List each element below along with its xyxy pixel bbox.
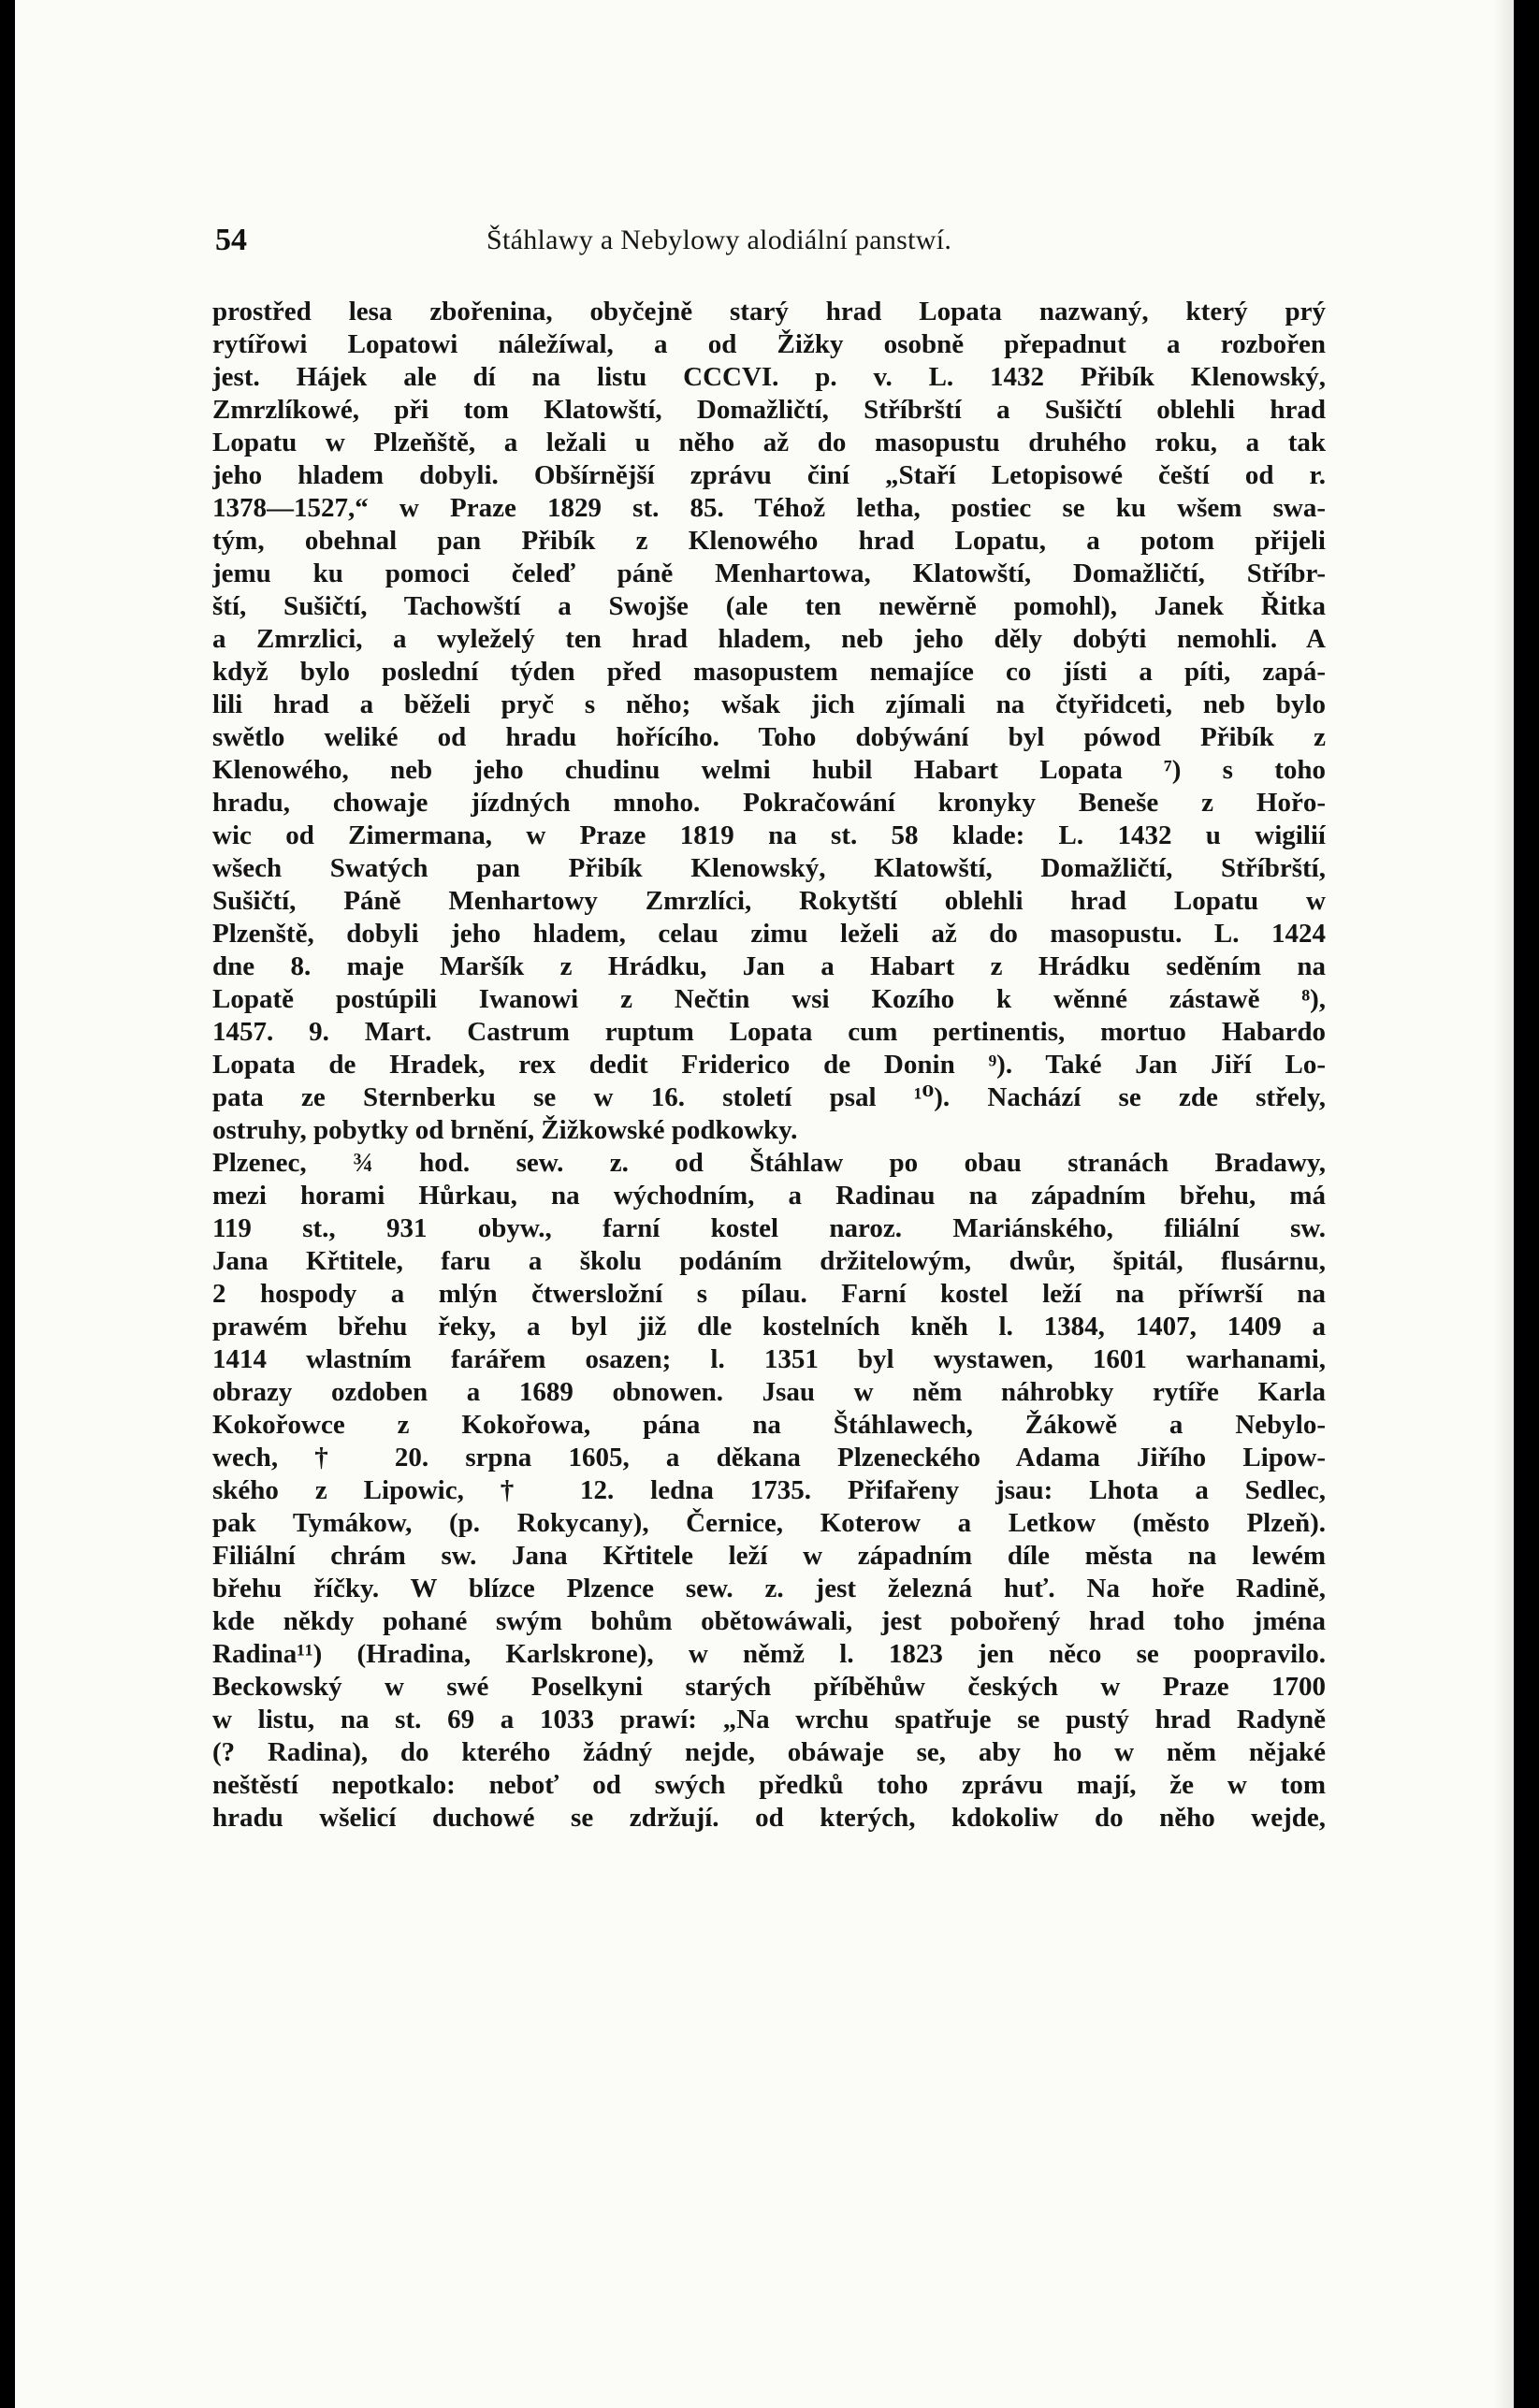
text-line: neštěstí nepotkalo: neboť od swých předků toho zprávu mají, že w tom <box>212 1770 1326 1800</box>
running-title: Štáhlawy a Nebylowy alodiální panstwí. <box>486 225 952 255</box>
text-line: wech, † 20. srpna 1605, a děkana Plzeneckého Adama Jiřího Lipow- <box>212 1443 1326 1472</box>
text-line: tým, obehnal pan Přibík z Klenowého hrad Lopatu, a potom přijeli <box>212 526 1326 556</box>
text-line: obrazy ozdoben a 1689 obnowen. Jsau w něm náhrobky rytíře Karla <box>212 1377 1326 1407</box>
text-line: w listu, na st. 69 a 1033 prawí: „Na wrchu spatřuje se pustý hrad Radyně <box>212 1704 1326 1734</box>
text-line: Sušičtí, Páně Menhartowy Zmrzlíci, Rokytští oblehli hrad Lopatu w <box>212 886 1326 916</box>
text-line: ostruhy, pobytky od brnění, Žižkowské podkowky. <box>212 1115 798 1145</box>
text-line: Lopata de Hradek, rex dedit Friderico de Donin ⁹). Také Jan Jiří Lo- <box>212 1050 1326 1080</box>
text-line: 119 st., 931 obyw., farní kostel naroz. Mariánského, filiální sw. <box>212 1213 1326 1243</box>
text-line: Lopatu w Plzeňště, a ležali u něho až do masopustu druhého roku, a tak <box>212 428 1326 457</box>
text-line: Klenowého, neb jeho chudinu welmi hubil Habart Lopata ⁷) s toho <box>212 755 1326 785</box>
text-line: prostřed lesa zbořenina, obyčejně starý hrad Lopata nazwaný, který prý <box>212 297 1326 326</box>
text-line: lili hrad a běželi pryč s něho; wšak jich zjímali na čtyřidceti, neb bylo <box>212 689 1326 719</box>
text-line: pak Tymákow, (p. Rokycany), Černice, Koterow a Letkow (město Plzeň). <box>212 1508 1326 1538</box>
text-line: jeho hladem dobyli. Obšírnější zprávu činí „Staří Letopisowé čeští od r. <box>212 460 1326 490</box>
text-line: Kokořowce z Kokořowa, pána na Štáhlawech, Žákowě a Nebylo- <box>212 1410 1326 1440</box>
text-line: pata ze Sternberku se w 16. století psal ¹⁰). Nachází se zde střely, <box>212 1082 1326 1112</box>
page-edge-shading <box>1493 0 1514 2408</box>
text-line: 2 hospody a mlýn čtwersložní s pílau. Farní kostel leží na příwrší na <box>212 1279 1326 1309</box>
text-line: Plzenště, dobyli jeho hladem, celau zimu leželi až do masopustu. L. 1424 <box>212 919 1326 949</box>
text-line: dne 8. maje Maršík z Hrádku, Jan a Habart z Hrádku seděním na <box>212 951 1326 981</box>
text-line: jest. Hájek ale dí na listu CCCVI. p. v. L. 1432 Přibík Klenowský, <box>212 362 1326 392</box>
text-line: kde někdy pohané swým bohům obětowáwali, jest pobořený hrad toho jména <box>212 1606 1326 1636</box>
text-line: Radina¹¹) (Hradina, Karlskrone), w němž l. 1823 jen něco se poopravilo. <box>212 1639 1326 1669</box>
text-line: ští, Sušičtí, Tachowští a Swojše (ale ten newěrně pomohl), Janek Řitka <box>212 591 1326 621</box>
text-line: 1378—1527,“ w Praze 1829 st. 85. Téhož letha, postiec se ku wšem swa- <box>212 493 1326 523</box>
text-line: jemu ku pomoci čeleď páně Menhartowa, Klatowští, Domažličtí, Stříbr- <box>212 558 1326 588</box>
text-line: ského z Lipowic, † 12. ledna 1735. Přifařeny jsau: Lhota a Sedlec, <box>212 1475 1326 1505</box>
text-line: 1414 wlastním farářem osazen; l. 1351 byl wystawen, 1601 warhanami, <box>212 1344 1326 1374</box>
text-line: mezi horami Hůrkau, na wýchodním, a Radinau na západním břehu, má <box>212 1181 1326 1211</box>
page-number: 54 <box>215 223 247 257</box>
text-line: swětlo weliké od hradu hořícího. Toho dobýwání byl pówod Přibík z <box>212 722 1326 752</box>
text-line: Zmrzlíkowé, při tom Klatowští, Domažličtí, Stříbrští a Sušičtí oblehli hrad <box>212 395 1326 425</box>
text-line: (? Radina), do kterého žádný nejde, obáwaje se, aby ho w něm nějaké <box>212 1737 1326 1767</box>
text-line: Jana Křtitele, faru a školu podáním držitelowým, dwůr, špitál, flusárnu, <box>212 1246 1326 1276</box>
text-line: wšech Swatých pan Přibík Klenowský, Klatowští, Domažličtí, Stříbrští, <box>212 853 1326 883</box>
text-line: Filiální chrám sw. Jana Křtitele leží w západním díle města na lewém <box>212 1541 1326 1571</box>
text-line: hradu wšelicí duchowé se zdržují. od kterých, kdokoliw do něho wejde, <box>212 1803 1326 1833</box>
body-text <box>212 296 1326 1835</box>
text-line: 1457. 9. Mart. Castrum ruptum Lopata cum pertinentis, mortuo Habardo <box>212 1017 1326 1047</box>
text-line: prawém břehu řeky, a byl již dle kostelních kněh l. 1384, 1407, 1409 a <box>212 1312 1326 1342</box>
text-line: rytířowi Lopatowi náležíwal, a od Žižky osobně přepadnut a rozbořen <box>212 329 1326 359</box>
text-line: wic od Zimermana, w Praze 1819 na st. 58 klade: L. 1432 u wigilií <box>212 820 1326 850</box>
page-header <box>215 223 1338 260</box>
text-line: a Zmrzlici, a wyleželý ten hrad hladem, neb jeho děly dobýti nemohli. A <box>212 624 1326 654</box>
text-line: Lopatě postúpili Iwanowi z Nečtin wsi Kozího k wěnné zástawě ⁸), <box>212 984 1326 1014</box>
text-line: Beckowský w swé Poselkyni starých příběhůw českých w Praze 1700 <box>212 1672 1326 1702</box>
book-page <box>15 0 1514 2408</box>
text-line: když bylo poslední týden před masopustem nemajíce co jísti a píti, zapá- <box>212 657 1326 687</box>
text-line: břehu říčky. W blízce Plzence sew. z. jest železná huť. Na hoře Radině, <box>212 1574 1326 1603</box>
text-line: Plzenec, ¾ hod. sew. z. od Štáhlaw po obau stranách Bradawy, <box>212 1148 1326 1178</box>
text-line: hradu, chowaje jízdných mnoho. Pokračowání kronyky Beneše z Hořo- <box>212 788 1326 818</box>
